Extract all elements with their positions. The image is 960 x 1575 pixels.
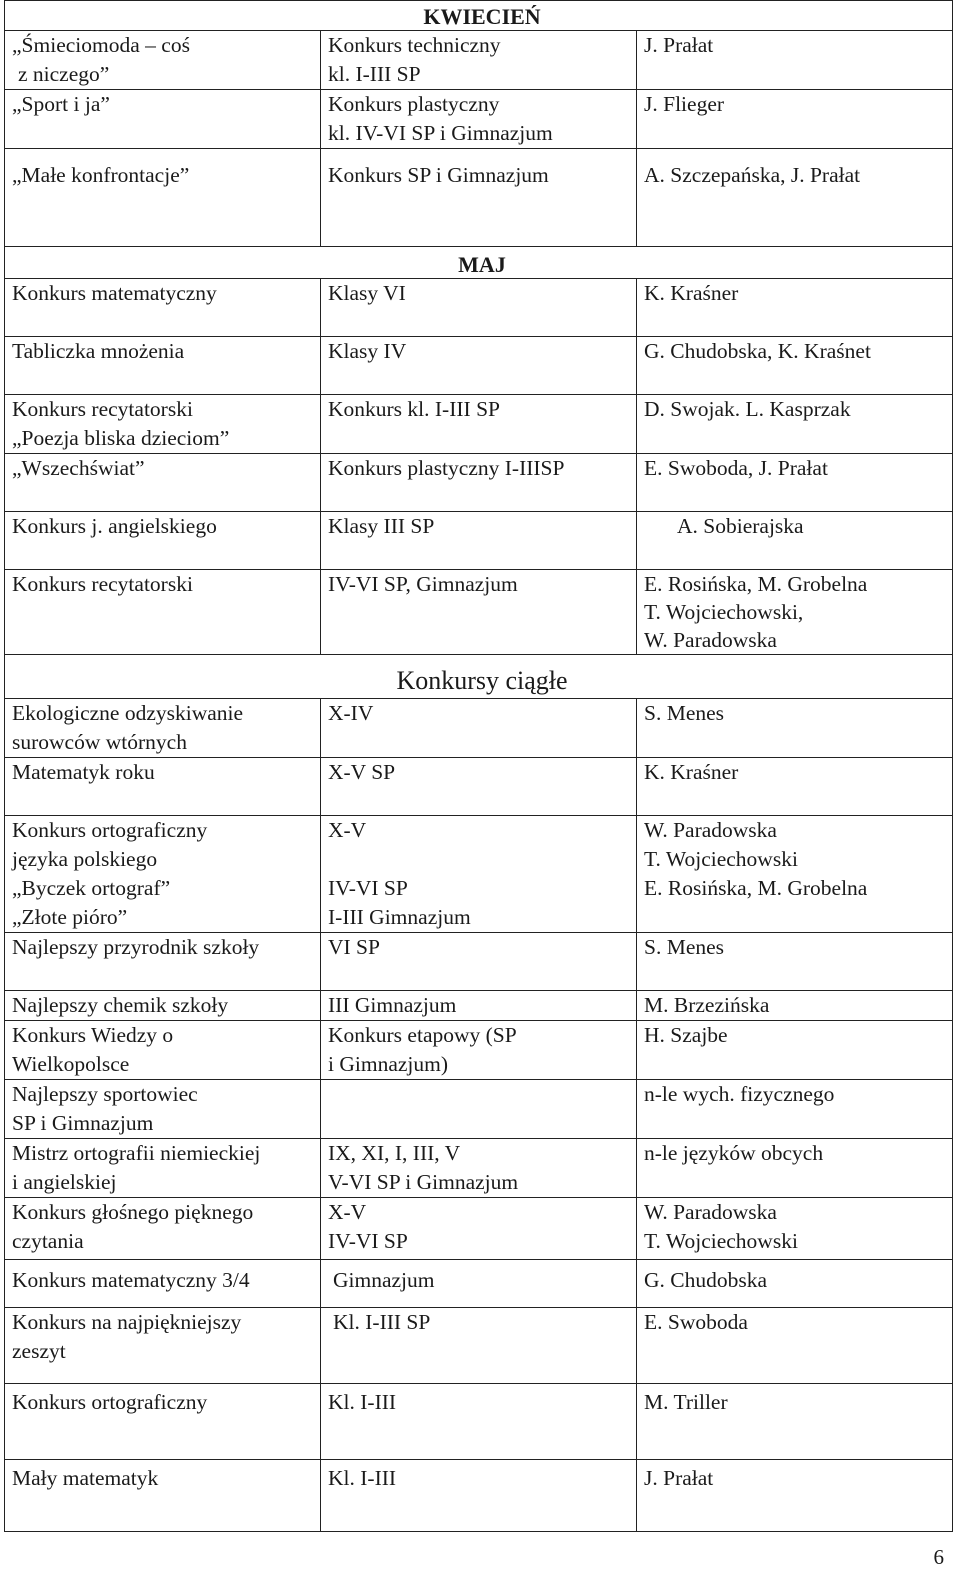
- contest-type-cell: Konkurs plastyczny kl. IV-VI SP i Gimnazjum: [321, 90, 637, 149]
- contest-type-cell: Gimnazjum: [321, 1260, 637, 1308]
- table-row: [5, 31, 953, 90]
- organizer-cell: D. Swojak. L. Kasprzak: [637, 395, 953, 454]
- contest-name-cell: Konkurs ortograficzny języka polskiego „Byczek ortograf” „Złote pióro”: [5, 816, 321, 933]
- contest-type-cell: X-V SP: [321, 758, 637, 816]
- contest-type-cell: IX, XI, I, III, V V-VI SP i Gimnazjum: [321, 1139, 637, 1198]
- organizer-cell: A. Sobierajska: [637, 512, 953, 570]
- organizer-cell: G. Chudobska: [637, 1260, 953, 1308]
- organizer-cell: K. Kraśner: [637, 279, 953, 337]
- table-row: [5, 337, 953, 395]
- contest-name-cell: Konkurs recytatorski: [5, 570, 321, 655]
- table-row: [5, 758, 953, 816]
- contest-name-cell: Mały matematyk: [5, 1460, 321, 1532]
- contest-name-cell: Konkurs j. angielskiego: [5, 512, 321, 570]
- table-row: [5, 1080, 953, 1139]
- table-row: [5, 149, 953, 247]
- organizer-cell: E. Rosińska, M. Grobelna T. Wojciechowski, W. Paradowska: [637, 570, 953, 655]
- table-row: [5, 1384, 953, 1460]
- table-row: [5, 933, 953, 991]
- page-number: 6: [933, 1545, 944, 1569]
- contest-name-cell: Konkurs na najpiękniejszy zeszyt: [5, 1308, 321, 1384]
- table-row: [5, 395, 953, 454]
- contest-type-cell: Klasy VI: [321, 279, 637, 337]
- contest-name-cell: Tabliczka mnożenia: [5, 337, 321, 395]
- organizer-cell: H. Szajbe: [637, 1021, 953, 1080]
- organizer-cell: n-le języków obcych: [637, 1139, 953, 1198]
- contest-type-cell: [321, 1080, 637, 1139]
- contest-name-cell: Konkurs Wiedzy o Wielkopolsce: [5, 1021, 321, 1080]
- contest-name-cell: Konkurs głośnego pięknego czytania: [5, 1198, 321, 1260]
- contest-name-cell: Najlepszy sportowiec SP i Gimnazjum: [5, 1080, 321, 1139]
- table-row: [5, 90, 953, 149]
- contest-type-cell: Klasy III SP: [321, 512, 637, 570]
- contest-type-cell: Konkurs SP i Gimnazjum: [321, 149, 637, 247]
- contest-type-cell: Kl. I-III: [321, 1460, 637, 1532]
- contest-type-cell: X-IV: [321, 699, 637, 758]
- table-row: [5, 512, 953, 570]
- contest-type-cell: Konkurs techniczny kl. I-III SP: [321, 31, 637, 90]
- document-page: [4, 0, 952, 1532]
- contest-name-cell: Ekologiczne odzyskiwanie surowców wtórnych: [5, 699, 321, 758]
- contest-name-cell: Konkurs recytatorski „Poezja bliska dzieciom”: [5, 395, 321, 454]
- section-header-row: [5, 247, 953, 279]
- contest-type-cell: Kl. I-III SP: [321, 1308, 637, 1384]
- month-header-may: MAJ: [5, 247, 953, 279]
- contest-type-cell: X-V IV-VI SP I-III Gimnazjum: [321, 816, 637, 933]
- table-row: [5, 570, 953, 655]
- table-row: [5, 1198, 953, 1260]
- table-row: [5, 991, 953, 1021]
- organizer-cell: A. Szczepańska, J. Prałat: [637, 149, 953, 247]
- contest-type-cell: IV-VI SP, Gimnazjum: [321, 570, 637, 655]
- organizer-cell: M. Triller: [637, 1384, 953, 1460]
- contest-name-cell: Mistrz ortografii niemieckiej i angielskiej: [5, 1139, 321, 1198]
- contest-type-cell: VI SP: [321, 933, 637, 991]
- organizer-cell: J. Prałat: [637, 1460, 953, 1532]
- table-row: [5, 279, 953, 337]
- section-header-row: [5, 1, 953, 31]
- table-row: [5, 1139, 953, 1198]
- organizer-cell: K. Kraśner: [637, 758, 953, 816]
- table-row: [5, 1460, 953, 1532]
- contest-name-cell: „Wszechświat”: [5, 454, 321, 512]
- contest-name-cell: „Sport i ja”: [5, 90, 321, 149]
- contest-name-cell: Konkurs matematyczny: [5, 279, 321, 337]
- table-row: [5, 454, 953, 512]
- table-row: [5, 816, 953, 933]
- organizer-cell: G. Chudobska, K. Kraśnet: [637, 337, 953, 395]
- month-header-april: KWIECIEŃ: [5, 1, 953, 31]
- organizer-cell: W. Paradowska T. Wojciechowski E. Rosińska, M. Grobelna: [637, 816, 953, 933]
- organizer-cell: W. Paradowska T. Wojciechowski: [637, 1198, 953, 1260]
- contest-name-cell: Konkurs matematyczny 3/4: [5, 1260, 321, 1308]
- organizer-cell: J. Prałat: [637, 31, 953, 90]
- contest-name-cell: Najlepszy chemik szkoły: [5, 991, 321, 1021]
- contest-type-cell: Konkurs etapowy (SP i Gimnazjum): [321, 1021, 637, 1080]
- contest-type-cell: X-V IV-VI SP: [321, 1198, 637, 1260]
- organizer-cell: J. Flieger: [637, 90, 953, 149]
- contest-type-cell: Kl. I-III: [321, 1384, 637, 1460]
- organizer-cell: S. Menes: [637, 699, 953, 758]
- organizer-cell: E. Swoboda, J. Prałat: [637, 454, 953, 512]
- contest-type-cell: Klasy IV: [321, 337, 637, 395]
- contest-type-cell: Konkurs kl. I-III SP: [321, 395, 637, 454]
- contest-name-cell: Matematyk roku: [5, 758, 321, 816]
- table-row: [5, 1021, 953, 1080]
- contest-type-cell: III Gimnazjum: [321, 991, 637, 1021]
- contest-type-cell: Konkurs plastyczny I-IIISP: [321, 454, 637, 512]
- table-row: [5, 1308, 953, 1384]
- contest-name-cell: Konkurs ortograficzny: [5, 1384, 321, 1460]
- table-row: [5, 699, 953, 758]
- organizer-cell: S. Menes: [637, 933, 953, 991]
- section-header-continuous: Konkursy ciągłe: [5, 655, 953, 699]
- table-row: [5, 1260, 953, 1308]
- organizer-cell: M. Brzezińska: [637, 991, 953, 1021]
- contest-name-cell: „Śmieciomoda – coś z niczego”: [5, 31, 321, 90]
- section-header-row: [5, 655, 953, 699]
- organizer-cell: n-le wych. fizycznego: [637, 1080, 953, 1139]
- organizer-cell: E. Swoboda: [637, 1308, 953, 1384]
- contest-name-cell: „Małe konfrontacje”: [5, 149, 321, 247]
- contests-schedule-table: [4, 0, 953, 1532]
- contest-name-cell: Najlepszy przyrodnik szkoły: [5, 933, 321, 991]
